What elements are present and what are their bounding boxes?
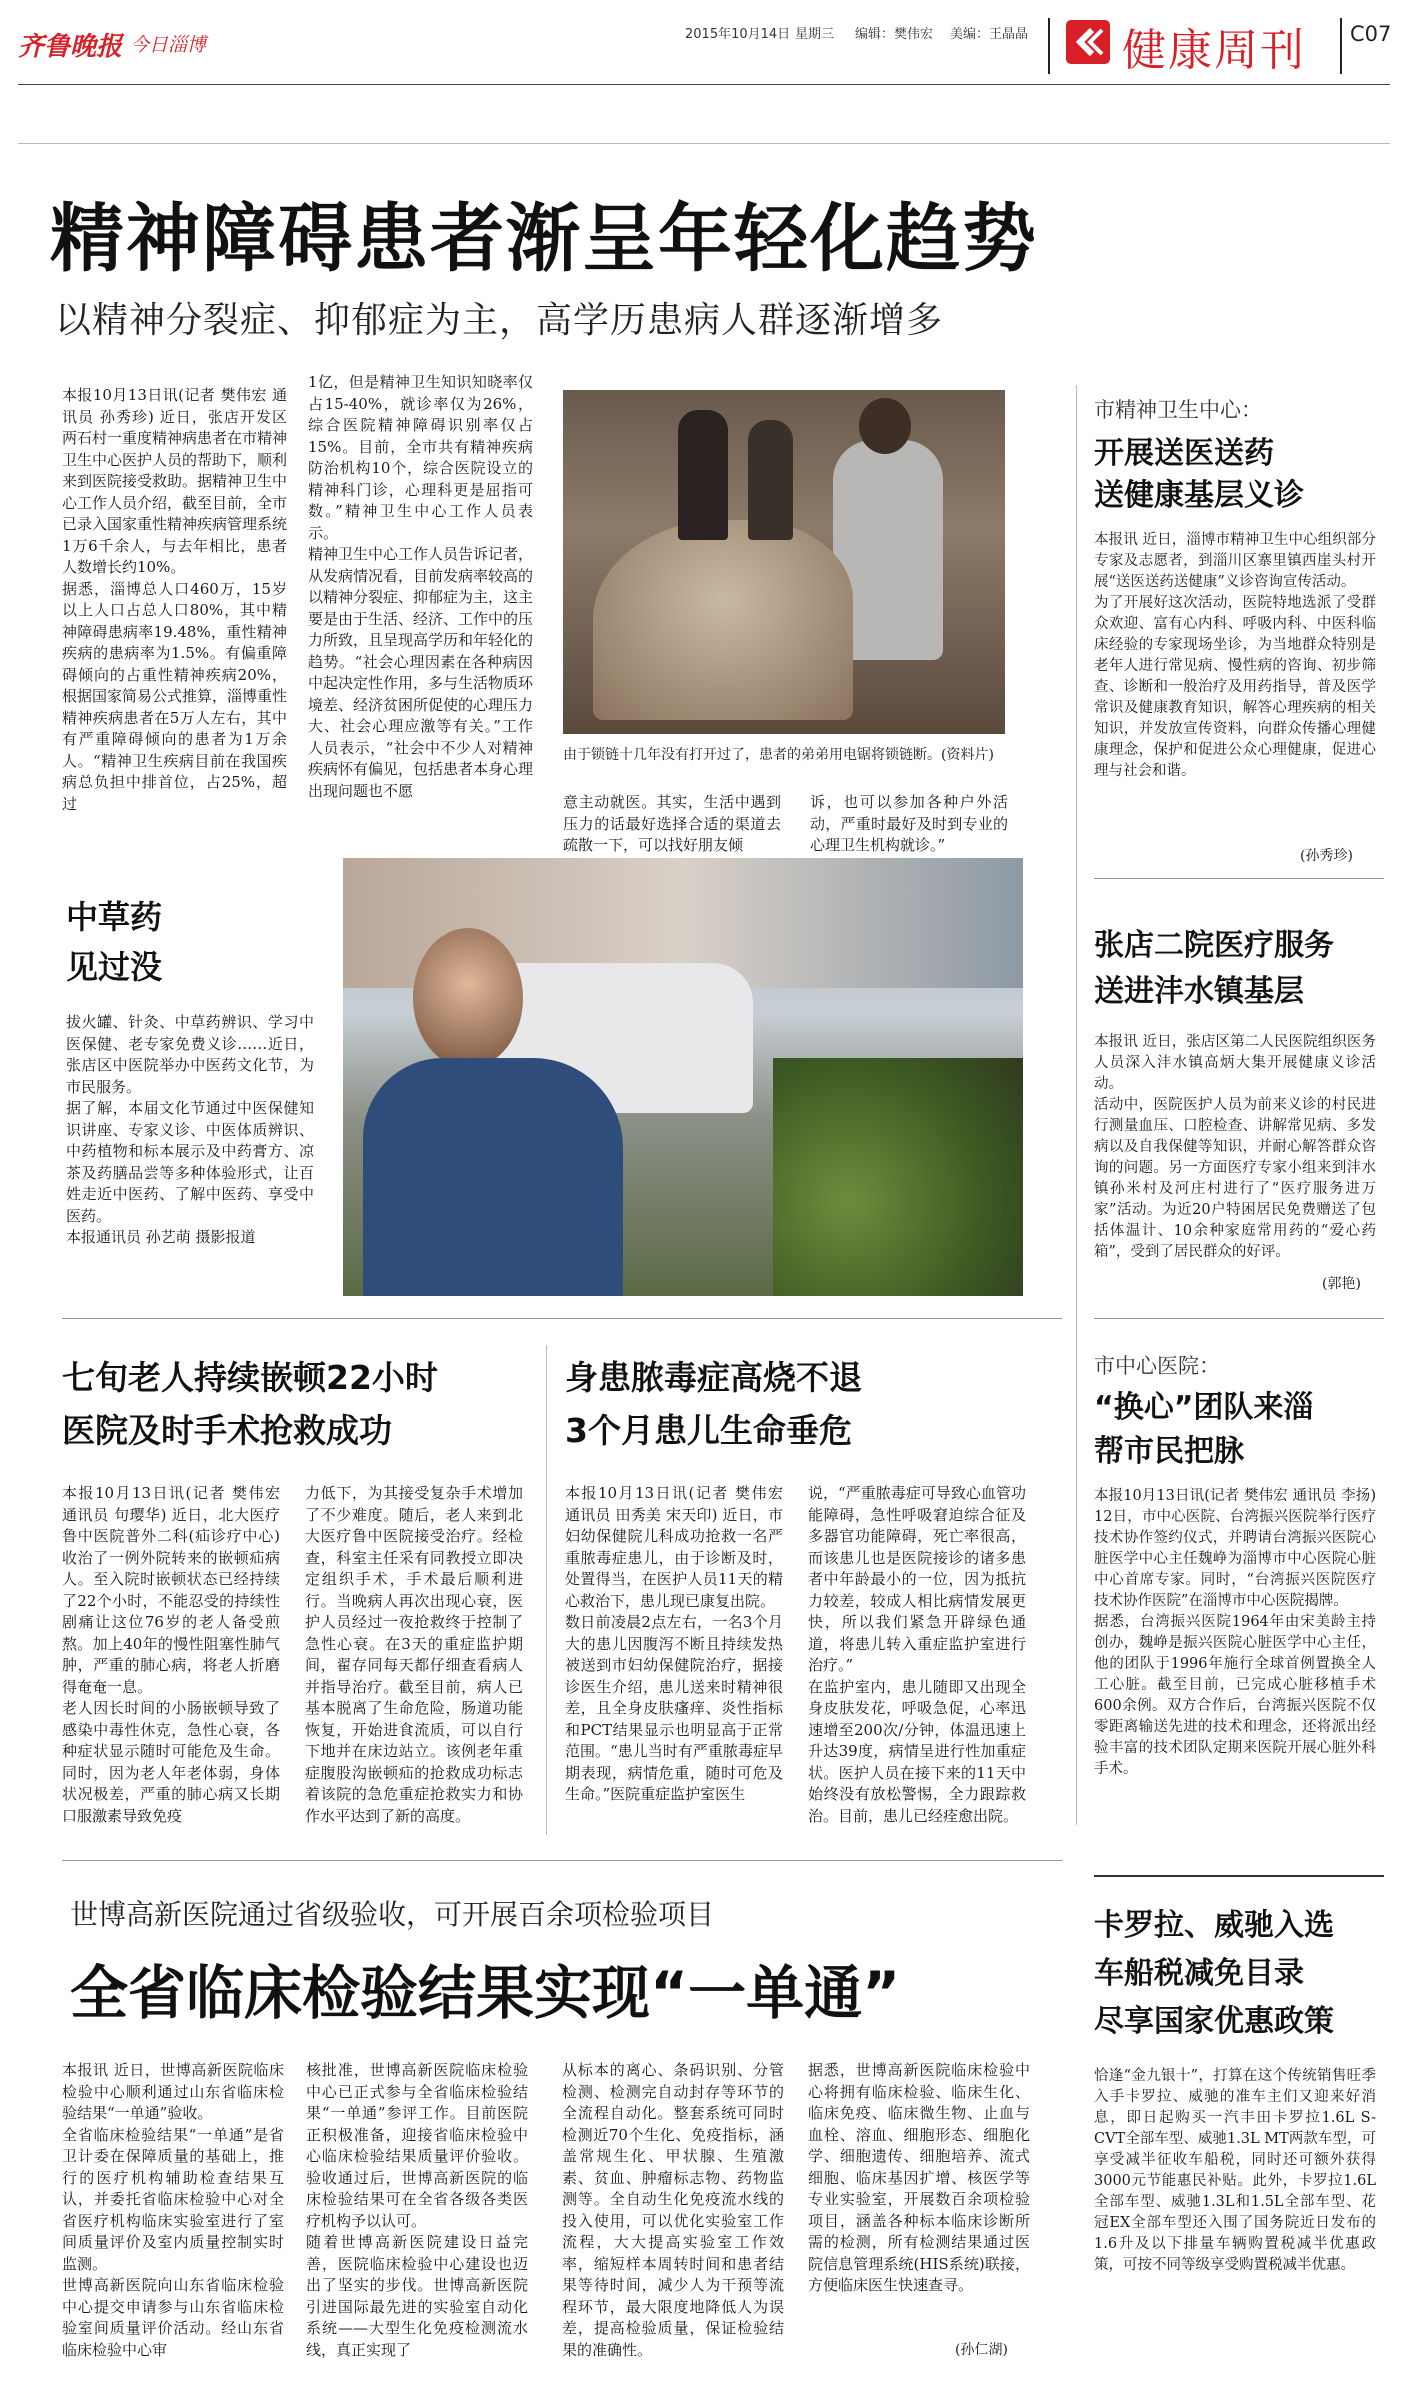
child-col-1: 本报10月13日讯(记者 樊伟宏 通讯员 田秀美 宋天印) 近日，市妇幼保健院儿科成功抢救一名严重脓毒症患儿，由于诊断及时，处置得当，在医护人员11天的精心救治下，患儿现已康复出院。 数日前凌晨2点左右，一名3个月大的患儿因腹泻不断且持续发热被送到市妇幼保健院治疗，据接诊医生介绍，患儿送来时精神很差，且全身皮肤瘙痒、炎性指标和PCT结果显示也明显高于正常范围。“患儿当时有严重脓毒症早期表现，病情危重，随时可危及生命。”医院重症监护室医生 <box>565 1484 783 1803</box>
sidebar2-bottom-rule <box>1094 1318 1384 1319</box>
elder-title-2: 医院及时手术抢救成功 <box>62 1411 392 1450</box>
herb-title-2: 见过没 <box>66 948 163 986</box>
sidebar3-kicker: 市中心医院： <box>1094 1354 1220 1378</box>
art-editor-credit: 美编：王晶晶 <box>950 27 1029 42</box>
masthead-underline <box>18 84 1390 85</box>
sidebar3-body: 本报10月13日讯(记者 樊伟宏 通讯员 李扬) 12日，市中心医院、台湾振兴医院举行医疗技术协作签约仪式，并聘请台湾振兴医院心脏医学中心主任魏峥为淄博市中心医院心脏中心首席专家。同时，“台湾振兴医院医疗技术协作医院”在淄博市中心医院揭牌。 据悉，台湾振兴医院1964年由宋美龄主持创办，魏峥是振兴医院心脏医学中心主任，他的团队于1996年施行全球首例置换全人工心脏。截至目前，已完成心脏移植手术600余例。双方合作后，台湾振兴医院不仅零距离输送先进的技术和理念，还将派出经验丰富的技术团队定期来医院开展心脏外科手术。 <box>1094 1488 1376 1777</box>
sidebar1-title-1: 开展送医送药 <box>1094 436 1274 471</box>
lab-kicker: 世博高新医院通过省级验收，可开展百余项检验项目 <box>70 1898 715 1931</box>
lead-col-3: 意主动就医。其实，生活中遇到压力的话最好选择合适的渠道去疏散一下，可以找好朋友倾 <box>563 793 781 854</box>
sidebar3-bottom-rule <box>1094 1875 1384 1877</box>
sidebar-divider <box>1076 385 1077 1825</box>
editor-credit: 编辑：樊伟宏 <box>855 27 934 42</box>
sidebar1-body: 本报讯 近日，淄博市精神卫生中心组织部分专家及志愿者，到淄川区寨里镇西崖头村开展“送医送药送健康”义诊咨询宣传活动。 为了开展好这次活动，医院特地选派了受群众欢迎、富有心内科、呼吸内科、中医科临床经验的专家现场坐诊，为当地群众特别是老年人进行常见病、慢性病的咨询、初步筛查、诊断和一般治疗及用药指导，普及医学常识及健康教育知识，解答心理疾病的相关知识，并发放宣传资料，向群众传播心理健康理念，保护和促进公众心理健康，促进心理与社会和谐。 <box>1094 532 1376 779</box>
photo-blanket <box>593 520 853 720</box>
paper-logo: 齐鲁晚报 <box>18 32 123 62</box>
sidebar1-kicker: 市精神卫生中心： <box>1094 398 1262 422</box>
elder-col-1: 本报10月13日讯(记者 樊伟宏 通讯员 句璎华) 近日，北大医疗鲁中医院普外二科(疝诊疗中心)收治了一例外院转来的嵌顿疝病人。至入院时嵌顿状态已经持续了22个小时，不能忍受的持续性剧痛让这位76岁的老人备受煎熬。加上40年的慢性阻塞性肺气肿，严重的肺心病，将老人折磨得奄奄一息。 老人因长时间的小肠嵌顿导致了感染中毒性休克，急性心衰，各种症状显示随时可能危及生命。同时，因为老人年老体弱，身体状况极差，严重的肺心病又长期口服激素导致免疫 <box>62 1484 280 1825</box>
lead-col-2: 1亿，但是精神卫生知识知晓率仅占15-40%，就诊率仅为26%，综合医院精神障碍识别率仅占15%。目前，全市共有精神疾病防治机构10个，综合医院设立的精神科门诊，心理科更是屈指可数。”精神卫生中心工作人员表示。 精神卫生中心工作人员告诉记者，从发病情况看，目前发病率较高的以精神分裂症、抑郁症为主，这主要是由于生活、经济、工作中的压力所致，且呈现高学历和年轻化的趋势。“社会心理因素在各种病因中起决定性作用，多与生活物质环境差、经济贫困所促使的心理压力大、社会心理应激等有关。”工作人员表示，“社会中不少人对精神疾病怀有偏见，包括患者本身心理出现问题也不愿 <box>308 373 534 800</box>
issue-date: 2015年10月14日 <box>685 27 791 42</box>
herb-photo <box>343 858 1023 1296</box>
page-divider <box>1340 18 1342 74</box>
photo-bystander <box>678 410 728 540</box>
sidebar2-title-2: 送进沣水镇基层 <box>1094 974 1304 1009</box>
sidebar2-author: (郭艳) <box>1322 1276 1361 1292</box>
car-title-1: 卡罗拉、威驰入选 <box>1094 1908 1334 1943</box>
lead-col-4: 诉，也可以参加各种户外活动，严重时最好及时到专业的心理卫生机构就诊。” <box>810 793 1008 854</box>
masthead-underline-2 <box>18 143 1390 144</box>
lead-col-1: 本报10月13日讯(记者 樊伟宏 通讯员 孙秀珍) 近日，张店开发区两石村一重度精神病患者在市精神卫生中心医护人员的帮助下，顺利来到医院接受救助。据精神卫生中心工作人员介绍，截至目前，全市已录入国家重性精神疾病管理系统1万6千余人，与去年相比，患者人数增长约10%。 据悉，淄博总人口460万，15岁以上人口占总人口80%，其中精神障碍患病率19.48%，重性精神疾病的患病率为1.5%。有偏重障碍倾向的占重性精神疾病20%，根据国家简易公式推算，淄博重性精神疾病患者在5万人左右，其中有严重障碍倾向的患者为1万余人。“精神卫生疾病目前在我国疾病总负担中排首位，占25%，超过 <box>62 386 288 813</box>
lead-headline: 精神障碍患者渐呈年轻化趋势 <box>50 196 1038 282</box>
herb-body: 拔火罐、针灸、中草药辨识、学习中医保健、老专家免费义诊……近日，张店区中医院举办中医药文化节，为市民服务。 据了解，本届文化节通过中医保健知识讲座、专家义诊、中医体质辨识、中药植物和标本展示及中药膏方、凉茶及药膳品尝等多种体验形式，让百姓走近中医药、了解中医药、享受中医药。 本报通讯员 孙艺萌 摄影报道 <box>66 1013 314 1246</box>
car-title-3: 尽享国家优惠政策 <box>1094 2004 1334 2039</box>
sidebar1-bottom-rule <box>1094 878 1384 879</box>
sidebar2-body: 本报讯 近日，张店区第二人民医院组织医务人员深入沣水镇高炳大集开展健康义诊活动。 活动中，医院医护人员为前来义诊的村民进行测量血压、口腔检查、讲解常见病、多发病以及自我保健等知识，并耐心解答群众咨询的问题。另一方面医疗专家小组来到沣水镇孙米村及河庄村进行了“医疗服务进万家”活动。为近20户特困居民免费赠送了包括体温计、10余种家庭常用药的“爱心药箱”，受到了居民群众的好评。 <box>1094 1034 1376 1260</box>
column-title: 健康周刊 <box>1122 25 1306 76</box>
sidebar3-title-1: “换心”团队来淄 <box>1094 1390 1314 1425</box>
herb-title-1: 中草药 <box>66 898 163 936</box>
lab-col-1: 本报讯 近日，世博高新医院临床检验中心顺利通过山东省临床检验结果“一单通”验收。 全省临床检验结果“一单通”是省卫计委在保障质量的基础上，推行的医疗机构辅助检查结果互认，并委托省临床检验中心对全省医疗机构临床实验室进行了室间质量评价及室内质量控制实时监测。 世博高新医院向山东省临床检验中心提交申请参与山东省临床检验室间质量评价活动。经山东省临床检验中心审 <box>62 2061 284 2359</box>
masthead-divider <box>1048 18 1050 74</box>
photo-plants <box>773 1058 1023 1296</box>
lab-col-2: 核批准，世博高新医院临床检验中心已正式参与全省临床检验结果“一单通”参评工作。目前医院正积极准备，迎接省临床检验中心临床检验结果质量评价验收。验收通过后，世博高新医院的临床检验结果可在全省各级各类医疗机构予以认可。 随着世博高新医院建设日益完善，医院临床检验中心建设也迈出了坚实的步伐。世博高新医院引进国际最先进的实验室自动化系统——大型生化免疫检测流水线，真正实现了 <box>306 2061 528 2359</box>
chevron-logo-icon <box>1066 20 1110 64</box>
masthead <box>0 0 1409 120</box>
sidebar1-author: (孙秀珍) <box>1300 848 1353 864</box>
elder-title-1: 七旬老人持续嵌顿22小时 <box>62 1358 438 1397</box>
sidebar2-title-1: 张店二院医疗服务 <box>1094 928 1334 963</box>
sidebar3-title-2: 帮市民把脉 <box>1094 1434 1244 1469</box>
photo-woman-head <box>413 928 523 1068</box>
photo-figure-head <box>859 398 911 454</box>
car-body: 恰逢“金九银十”，打算在这个传统销售旺季入手卡罗拉、威驰的准车主们又迎来好消息，即日起购买一汽丰田卡罗拉1.6L S-CVT全部车型、威驰1.3L MT两款车型，可享受减半征收车船税，同时还可额外获得3000元节能惠民补贴。此外，卡罗拉1.6L全部车型、威驰1.3L和1.5L全部车型、花冠EX全部车型还入围了国务院近日发布的1.6升及以下排量车辆购置税减半优惠政策，可按不同等级享受购置税减半优惠。 <box>1094 2068 1376 2273</box>
photo-woman-body <box>363 1058 623 1296</box>
lab-headline: 全省临床检验结果实现“一单通” <box>70 1959 901 2027</box>
lead-photo <box>563 390 1005 734</box>
section-name: 今日淄博 <box>130 34 207 56</box>
mid-rule <box>62 1318 1062 1319</box>
child-col-2: 说，“严重脓毒症可导致心血管功能障碍，急性呼吸窘迫综合征及多器官功能障碍，死亡率很高，而该患儿也是医院接诊的诸多患者中年龄最小的一位，因为抵抗力较差，较成人相比病情发展更快，所以我们紧急开辟绿色通道，将患儿转入重症监护室进行治疗。” 在监护室内，患儿随即又出现全身皮肤发花，呼吸急促，心率迅速增至200次/分钟，体温迅速上升达39度，病情呈进行性加重症状。医护人员在接下来的11天中始终没有放松警惕，全力跟踪救治。目前，患儿已经痊愈出院。 <box>808 1484 1026 1825</box>
lower-rule <box>62 1860 1062 1861</box>
child-title-2: 3个月患儿生命垂危 <box>565 1411 852 1450</box>
lab-col-3: 从标本的离心、条码识别、分管检测、检测完自动封存等环节的全流程自动化。整套系统可同时检测近70个生化、免疫指标，涵盖常规生化、甲状腺、生殖激素、贫血、肿瘤标志物、药物监测等。全自动生化免疫流水线的投入使用，可以优化实验室工作流程，大大提高实验室工作效率，缩短样本周转时间和患者结果等待时间，减少人为干预等流程环节，最大限度地降低人为误差，提高检验质量，保证检验结果的准确性。 <box>562 2061 784 2359</box>
issue-weekday: 星期三 <box>795 27 835 42</box>
child-title-1: 身患脓毒症高烧不退 <box>565 1358 862 1397</box>
lead-subheadline: 以精神分裂症、抑郁症为主，高学历患病人群逐渐增多 <box>55 300 944 341</box>
elder-child-divider <box>546 1345 547 1835</box>
car-title-2: 车船税减免目录 <box>1094 1956 1304 1991</box>
lab-author: (孙仁湖) <box>955 2342 1008 2358</box>
sidebar1-title-2: 送健康基层义诊 <box>1094 478 1304 513</box>
lab-col-4: 据悉，世博高新医院临床检验中心将拥有临床检验、临床生化、临床免疫、临床微生物、止血与血栓、溶血、细胞形态、细胞化学、细胞遗传、细胞培养、流式细胞、临床基因扩增、核医学等专业实验室，开展数百余项检验项目，涵盖各种标本临床诊断所需的检测，所有检测结果通过医院信息管理系统(HIS系统)联接，方便临床医生快速查寻。 <box>808 2061 1030 2294</box>
elder-col-2: 力低下，为其接受复杂手术增加了不少难度。随后，老人来到北大医疗鲁中医院接受治疗。经检查，科室主任采有同教授立即决定组织手术，手术最后顺利进行。当晚病人再次出现心衰，医护人员经过一夜抢救终于控制了急性心衰。在3天的重症监护期间，翟存同每天都仔细查看病人并指导治疗。截至目前，病人已基本脱离了生命危险，肠道功能恢复，开始进食流质，可以自行下地并在床边站立。该例老年重症腹股沟嵌顿疝的抢救成功标志着该院的急危重症抢救实力和协作水平达到了新的高度。 <box>305 1484 523 1825</box>
lead-photo-caption: 由于锁链十几年没有打开过了，患者的弟弟用电锯将锁链断。(资料片) <box>563 747 994 763</box>
photo-bystander-2 <box>748 420 793 540</box>
page-number: C07 <box>1350 22 1392 46</box>
